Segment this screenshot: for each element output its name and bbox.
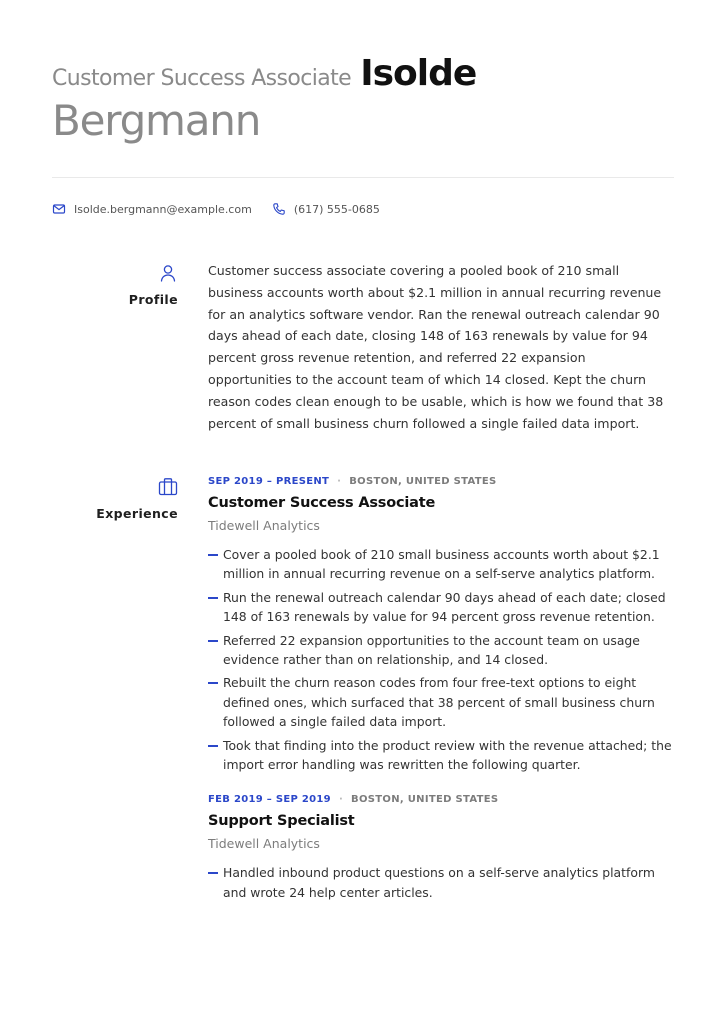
email-text[interactable]: Isolde.bergmann@example.com	[74, 202, 252, 216]
header-divider	[52, 177, 674, 178]
profile-content	[208, 260, 672, 434]
experience-label: Experience	[96, 506, 178, 521]
phone-text[interactable]: (617) 555-0685	[293, 202, 380, 216]
dash-marker	[208, 682, 218, 684]
job-bullets	[208, 545, 672, 774]
job-dates: SEP 2019 – PRESENT	[208, 476, 330, 487]
job-company: Tidewell Analytics	[208, 518, 320, 533]
bullet-text: Run the renewal outreach calendar 90 days ahead of each date; closed 148 of 163 renewals by value for 94 percent gross revenue retention.	[223, 589, 666, 625]
job-entry	[208, 476, 672, 774]
mail-icon	[52, 202, 66, 216]
job-location: BOSTON, UNITED STATES	[351, 794, 499, 806]
resume-header	[52, 53, 674, 145]
user-icon	[157, 262, 179, 284]
dash-marker	[208, 872, 218, 874]
briefcase-icon	[157, 476, 179, 498]
bullet-item	[208, 545, 672, 584]
bullet-item	[208, 588, 672, 627]
profile-label: Profile	[128, 292, 178, 307]
dash-marker	[208, 745, 218, 747]
dash-marker	[208, 554, 218, 556]
last-name: Bergmann	[52, 96, 261, 145]
job-dates: FEB 2019 – SEP 2019	[208, 794, 331, 806]
job-meta	[208, 794, 672, 805]
headline	[52, 53, 674, 94]
first-name: Isolde	[360, 53, 477, 94]
contact-row	[52, 200, 380, 218]
meta-separator: ·	[337, 476, 342, 487]
bullet-item	[208, 631, 672, 670]
job-title: Customer Success Associate	[52, 66, 352, 91]
job-bullets	[208, 863, 672, 902]
bullet-text: Rebuilt the churn reason codes from four free-text options to eight defined ones, which surfaced that 38 percent of small business churn followed a single failed data import.	[223, 675, 655, 730]
profile-text: Customer success associate covering a pooled book of 210 small business accounts worth about $2.1 million in annual recurring revenue for an analytics software vendor. Ran the renewal outreach calendar 90 days ahead of each date, closing 148 of 163 renewals by value for 94 percent gross revenue retention, and referred 22 expansion opportunities to the account team of which 14 closed. Kept the churn reason codes clean enough to be usable, which is how we found that 38 percent of small business churn followed a single failed data import.	[208, 263, 664, 431]
experience-content	[208, 476, 672, 906]
dash-marker	[208, 640, 218, 642]
meta-separator: ·	[338, 794, 344, 806]
contact-phone[interactable]	[272, 202, 380, 216]
bullet-text: Referred 22 expansion opportunities to the account team on usage evidence rather than on relationship, and 14 closed.	[223, 632, 640, 668]
job-role: Customer Success Associate	[208, 495, 436, 511]
bullet-item	[208, 863, 672, 902]
job-meta	[208, 476, 672, 487]
job-company: Tidewell Analytics	[208, 836, 320, 852]
phone-icon	[272, 202, 286, 216]
bullet-text: Took that finding into the product review with the revenue attached; the import error handling was rewritten the following quarter.	[223, 737, 672, 773]
bullet-item	[208, 736, 672, 775]
job-location: BOSTON, UNITED STATES	[349, 476, 497, 487]
bullet-text: Cover a pooled book of 210 small business accounts worth about $2.1 million in annual recurring revenue on a self-serve analytics platform.	[223, 547, 660, 582]
contact-email[interactable]	[52, 202, 252, 216]
job-entry	[208, 794, 672, 902]
bullet-item	[208, 673, 672, 731]
bullet-text: Handled inbound product questions on a self-serve analytics platform and wrote 24 help center articles.	[223, 865, 655, 900]
job-role: Support Specialist	[208, 813, 355, 830]
dash-marker	[208, 597, 218, 599]
